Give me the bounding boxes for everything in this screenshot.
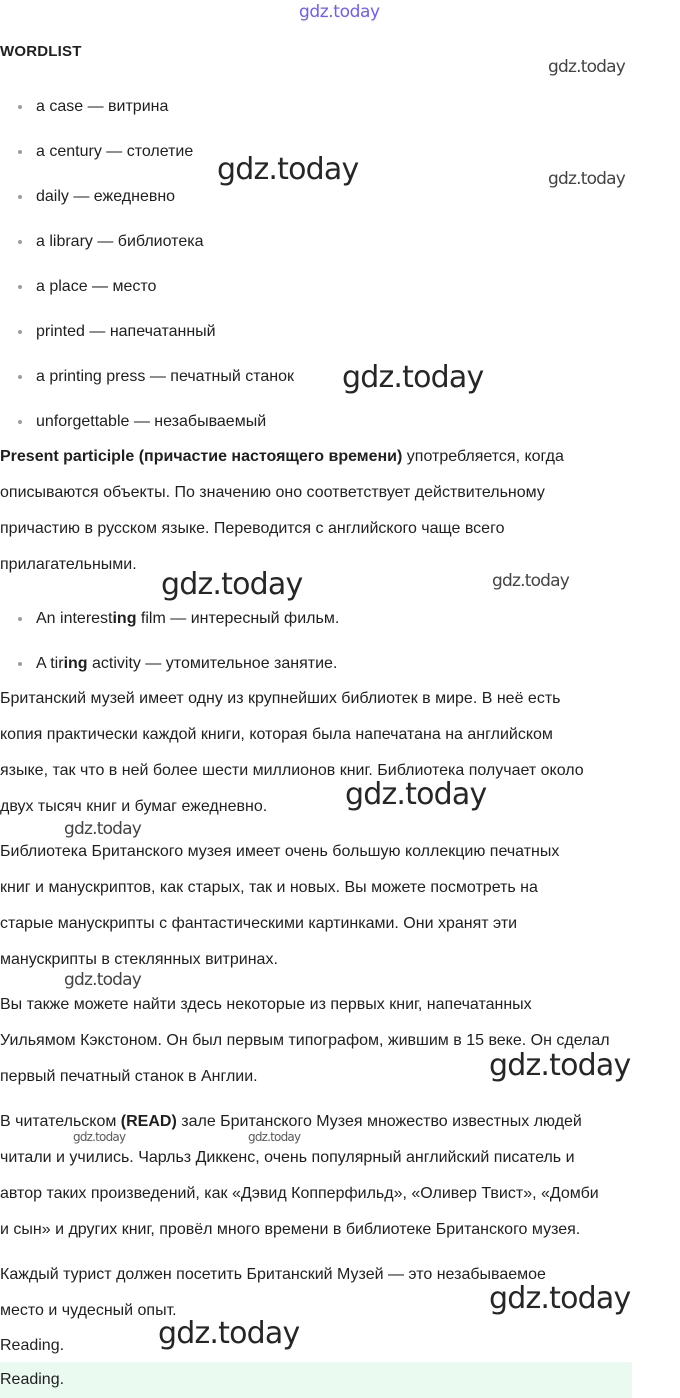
example-ending: ing — [112, 610, 137, 627]
grammar-line-1 — [0, 439, 680, 475]
wordlist-item — [0, 141, 680, 186]
paragraph-1-line: копия практически каждой книги, которая была напечатана на английском — [0, 726, 553, 743]
paragraph-4-line-1 — [0, 1104, 680, 1140]
paragraph-2-line: манускрипты в стеклянных витринах. — [0, 951, 278, 968]
reading-label-highlighted: Reading. — [0, 1362, 632, 1398]
paragraph-2 — [0, 834, 680, 978]
bullet-dot-icon — [18, 105, 22, 109]
bullet-dot-icon — [18, 617, 22, 621]
grammar-line-3: причастию в русском языке. Переводится с английского чаще всего — [0, 520, 505, 537]
paragraph-1-line: языке, так что в ней более шести миллионов книг. Библиотека получает около — [0, 762, 584, 779]
example-before: An interest — [36, 610, 113, 627]
watermark: gdz.today — [161, 567, 303, 602]
paragraph-2-line: книг и манускриптов, как старых, так и новых. Вы можете посмотреть на — [0, 879, 538, 896]
grammar-paragraph — [0, 439, 680, 583]
paragraph-3 — [0, 987, 680, 1095]
watermark: gdz.today — [158, 1316, 300, 1351]
paragraph-1-line: Британский музей имеет одну из крупнейших библиотек в мире. В неё есть — [0, 690, 561, 707]
paragraph-4-line-1-start: В читательском — [0, 1113, 121, 1130]
wordlist-item — [0, 321, 680, 366]
top-watermark: gdz.today — [299, 2, 380, 22]
bullet-dot-icon — [18, 150, 22, 154]
paragraph-1 — [0, 681, 680, 825]
wordlist-item-text: a place — место — [36, 278, 157, 295]
grammar-line-1-rest: употребляется, когда — [402, 448, 564, 465]
watermark: gdz.today — [345, 777, 487, 812]
watermark: gdz.today — [217, 152, 359, 187]
wordlist-item-text: unforgettable — незабываемый — [36, 413, 267, 430]
bullet-dot-icon — [18, 240, 22, 244]
bullet-dot-icon — [18, 330, 22, 334]
wordlist-item — [0, 366, 680, 411]
paragraph-2-line: Библиотека Британского музея имеет очень большую коллекцию печатных — [0, 843, 560, 860]
example-before: A tir — [36, 655, 64, 672]
wordlist-item — [0, 231, 680, 276]
example-ending: ing — [63, 655, 88, 672]
bullet-dot-icon — [18, 285, 22, 289]
paragraph-1-line: двух тысяч книг и бумаг ежедневно. — [0, 798, 268, 815]
paragraph-4 — [0, 1104, 680, 1248]
wordlist-item-text: printed — напечатанный — [36, 323, 216, 340]
grammar-term: Present participle (причастие настоящего времени) — [0, 448, 403, 465]
bullet-dot-icon — [18, 375, 22, 379]
watermark: gdz.today — [73, 1130, 126, 1144]
paragraph-5 — [0, 1257, 680, 1329]
paragraph-4-line-2: читали и учились. Чарльз Диккенс, очень популярный английский писатель и — [0, 1149, 575, 1166]
watermark: gdz.today — [492, 571, 570, 591]
watermark: gdz.today — [548, 169, 626, 189]
paragraph-4-read-term: (READ) — [120, 1113, 177, 1130]
wordlist-list — [0, 96, 680, 456]
paragraph-5-line: Каждый турист должен посетить Британский Музей — это незабываемое — [0, 1266, 546, 1283]
example-after: film — интересный фильм. — [136, 610, 340, 627]
paragraph-3-line: первый печатный станок в Англии. — [0, 1068, 258, 1085]
watermark: gdz.today — [64, 819, 142, 839]
wordlist-item-text: a printing press — печатный станок — [36, 368, 295, 385]
grammar-line-4: прилагательными. — [0, 556, 137, 573]
paragraph-4-line-1-end: зале Британского Музея множество известных людей — [176, 1113, 582, 1130]
wordlist-title: WORDLIST — [0, 43, 82, 60]
paragraph-3-line: Вы также можете найти здесь некоторые из первых книг, напечатанных — [0, 996, 532, 1013]
watermark: gdz.today — [489, 1048, 631, 1083]
paragraph-4-line-3: автор таких произведений, как «Дэвид Копперфильд», «Оливер Твист», «Домби — [0, 1185, 599, 1202]
example-after: activity — утомительное занятие. — [87, 655, 338, 672]
grammar-line-2: описываются объекты. По значению оно соответствует действительному — [0, 484, 545, 501]
paragraph-2-line: старые манускрипты с фантастическими картинками. Они хранят эти — [0, 915, 518, 932]
wordlist-item — [0, 96, 680, 141]
watermark: gdz.today — [64, 970, 142, 990]
paragraph-3-line: Уильямом Кэкстоном. Он был первым типографом, жившим в 15 веке. Он сделал — [0, 1032, 610, 1049]
reading-label: Reading. — [0, 1337, 65, 1354]
wordlist-item-text: a library — библиотека — [36, 233, 204, 250]
paragraph-4-line-4: и сын» и других книг, провёл много времени в библиотеке Британского музея. — [0, 1221, 581, 1238]
example-item — [0, 608, 680, 653]
wordlist-item-text: a case — витрина — [36, 98, 169, 115]
watermark: gdz.today — [489, 1281, 631, 1316]
watermark: gdz.today — [342, 360, 484, 395]
wordlist-item-text: a century — столетие — [36, 143, 194, 160]
watermark: gdz.today — [248, 1130, 301, 1144]
bullet-dot-icon — [18, 195, 22, 199]
paragraph-5-line: место и чудесный опыт. — [0, 1302, 177, 1319]
wordlist-item-text: daily — ежедневно — [36, 188, 176, 205]
wordlist-item — [0, 186, 680, 231]
watermark: gdz.today — [548, 57, 626, 77]
bullet-dot-icon — [18, 662, 22, 666]
bullet-dot-icon — [18, 420, 22, 424]
wordlist-item — [0, 276, 680, 321]
